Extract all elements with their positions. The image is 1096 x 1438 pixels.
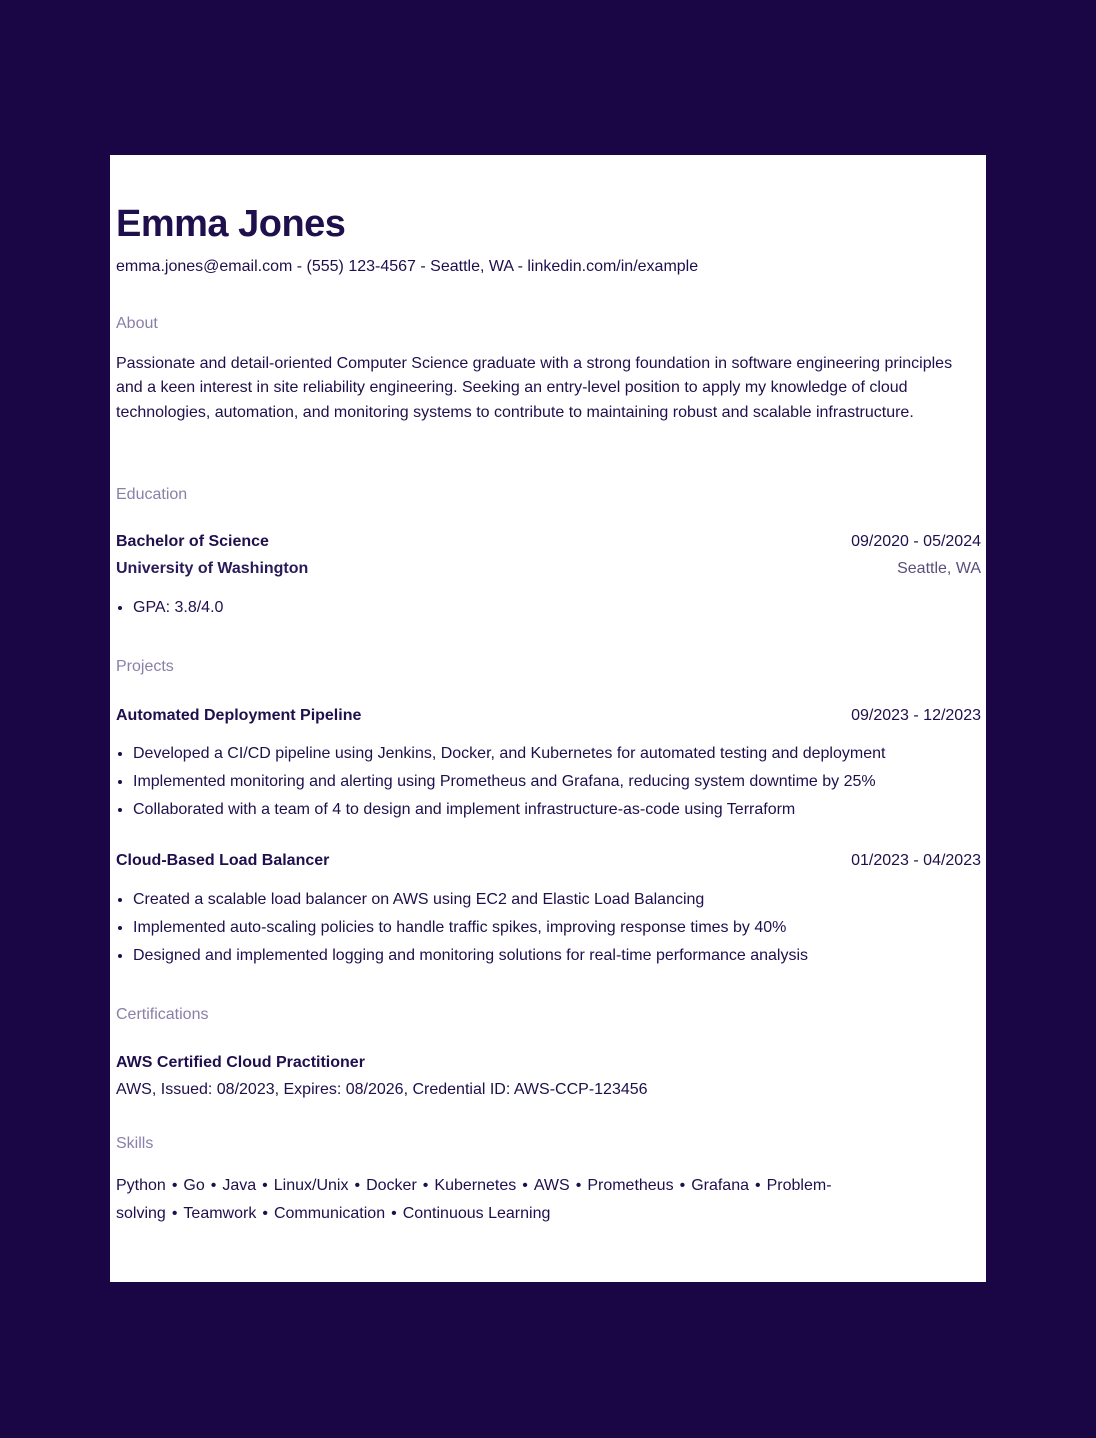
certification-name: AWS Certified Cloud Practitioner [116,1054,365,1071]
project-dates: 01/2023 - 04/2023 [851,852,981,869]
education-bullets [116,594,981,622]
resume-name: Emma Jones [116,203,346,245]
skill-item: Java [222,1177,257,1194]
project-header-row [116,707,981,725]
skill-item: Go [183,1177,205,1194]
skill-separator: • [522,1177,528,1194]
skill-item: Grafana [691,1177,749,1194]
skill-separator: • [210,1177,217,1194]
skill-separator: • [575,1177,582,1194]
skill-separator: • [171,1177,178,1194]
skill-item: Kubernetes [434,1177,517,1194]
certification-details: AWS, Issued: 08/2023, Expires: 08/2026, Credential ID: AWS-CCP-123456 [116,1081,648,1098]
education-school-row [116,560,981,578]
skill-item: Docker [366,1177,417,1194]
about-text: Passionate and detail-oriented Computer Science graduate with a strong foundation in software engineering principles and a keen interest in site reliability engineering. Seeking an entry-level position to apply my knowledge of cloud technologies, automation, and monitoring systems to contribute to maintaining robust and scalable infrastructure. [116,355,953,421]
skill-separator: • [171,1205,178,1222]
project-header-row [116,852,981,870]
skills-list [116,1172,981,1228]
section-title-certifications: Certifications [116,1006,209,1023]
skill-item: Problem-solving [116,1177,832,1222]
skill-separator: • [422,1177,429,1194]
skill-item: Python [116,1177,166,1194]
list-item: • Collaborated with a team of 4 to design and implement infrastructure-as-code using Terraform [133,796,981,824]
skill-item: Communication [273,1205,386,1222]
section-title-projects: Projects [116,658,174,675]
skill-item: Teamwork [183,1205,257,1222]
section-title-about: About [116,315,158,332]
skill-separator: • [391,1205,397,1222]
education-degree: Bachelor of Science [116,533,269,550]
skill-item: AWS [533,1177,570,1194]
skill-separator: • [679,1177,686,1194]
skill-separator: • [755,1177,761,1194]
list-item: • Designed and implemented logging and monitoring solutions for real-time performance analysis [133,942,981,970]
project-bullets [116,740,981,824]
list-item: • Implemented monitoring and alerting using Prometheus and Grafana, reducing system downtime by 25% [133,768,981,796]
skill-separator: • [354,1177,361,1194]
resume-page [110,155,986,1282]
education-school: University of Washington [116,560,309,577]
skill-separator: • [262,1177,268,1194]
education-dates: 09/2020 - 05/2024 [851,533,981,550]
project-name: Cloud-Based Load Balancer [116,852,330,869]
section-title-skills: Skills [116,1135,154,1152]
skill-separator: • [262,1205,268,1222]
project-dates: 09/2023 - 12/2023 [851,707,981,724]
contact-line: emma.jones@email.com - (555) 123-4567 - Seattle, WA - linkedin.com/in/example [116,258,699,275]
list-item: • Created a scalable load balancer on AWS using EC2 and Elastic Load Balancing [133,886,981,914]
list-item: • Implemented auto-scaling policies to handle traffic spikes, improving response times by 40% [133,914,981,942]
project-name: Automated Deployment Pipeline [116,707,362,724]
skill-item: Prometheus [587,1177,674,1194]
project-bullets [116,886,981,970]
education-header-row [116,533,981,551]
list-item: • GPA: 3.8/4.0 [133,594,981,622]
list-item: • Developed a CI/CD pipeline using Jenkins, Docker, and Kubernetes for automated testing and deployment [133,740,981,768]
skill-item: Continuous Learning [402,1205,551,1222]
education-location: Seattle, WA [897,560,981,577]
skill-item: Linux/Unix [273,1177,349,1194]
section-title-education: Education [116,486,188,503]
